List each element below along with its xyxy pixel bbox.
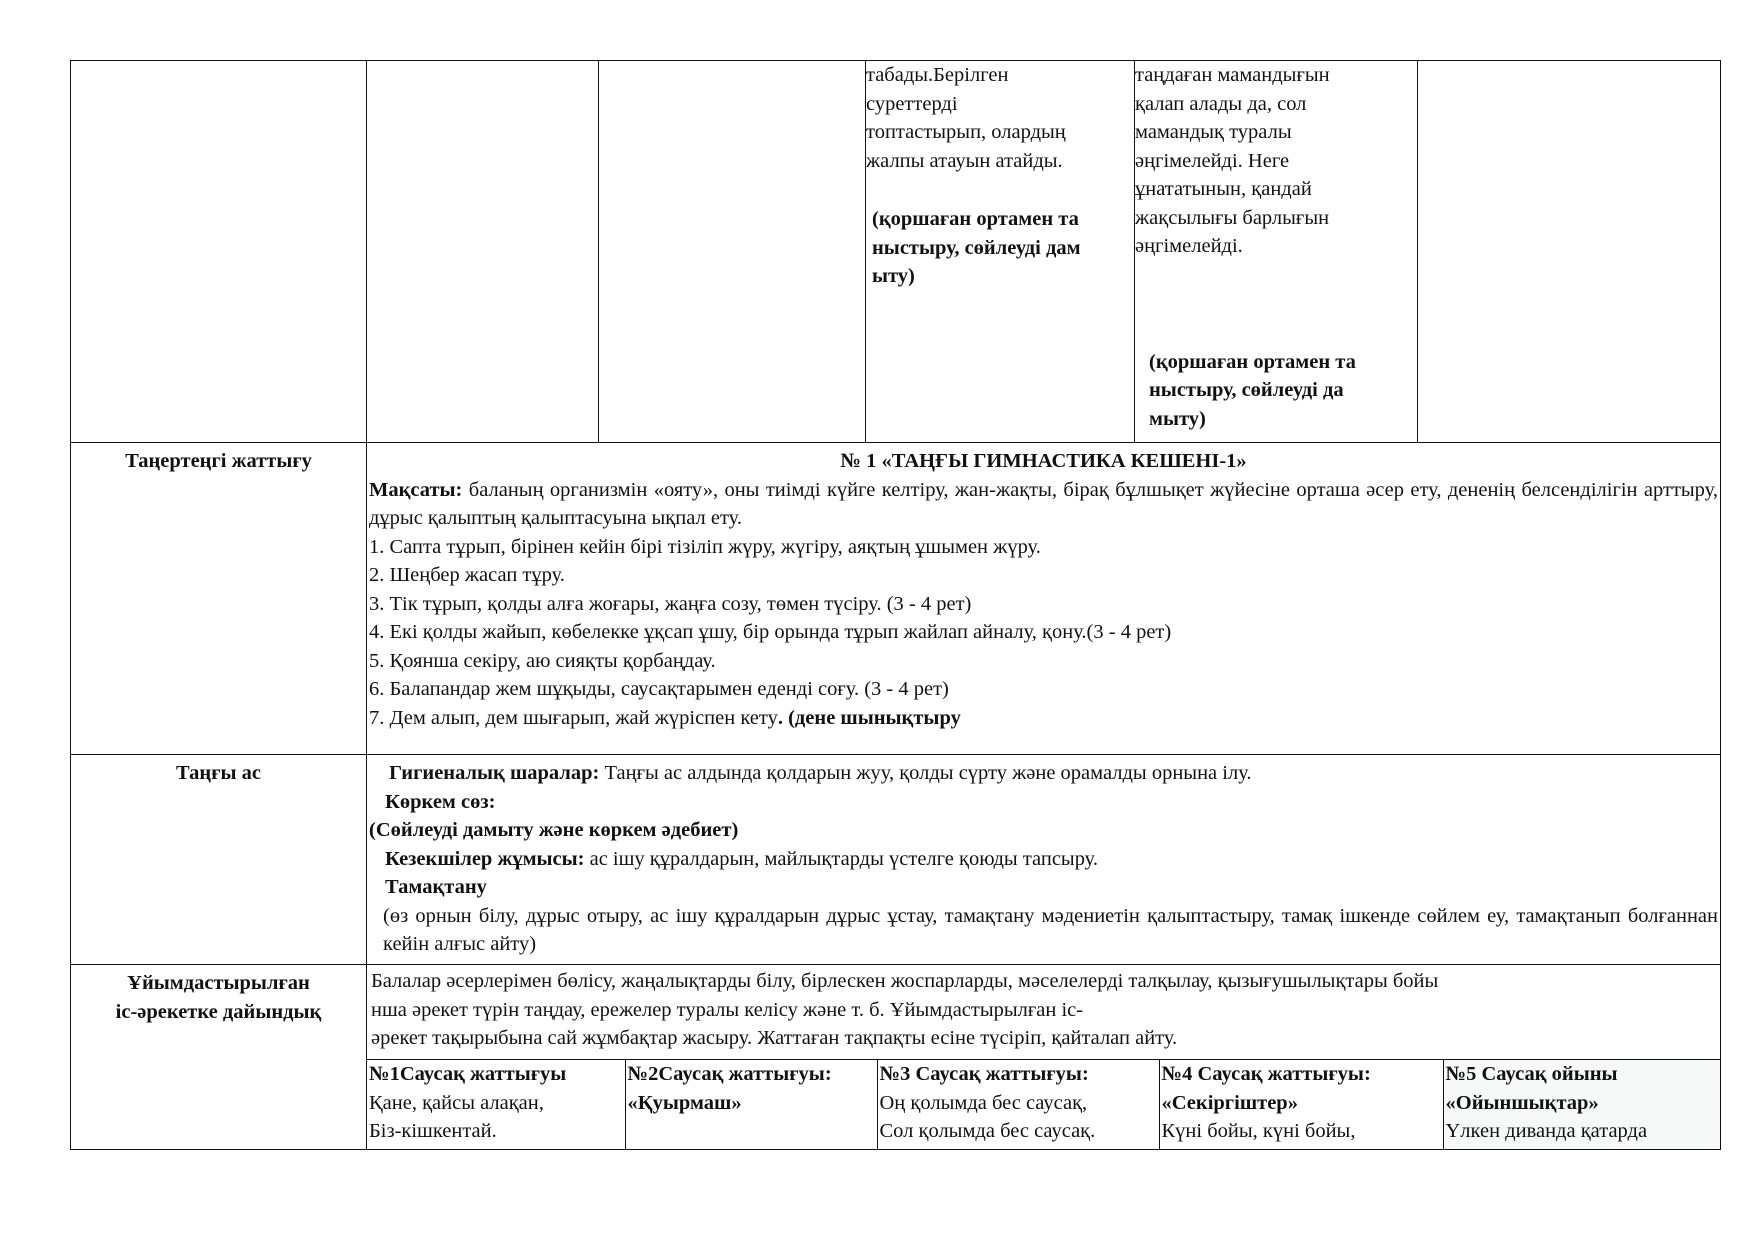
finger-game-text: Оң қолымда бес саусақ, Сол қолымда бес саусақ. xyxy=(879,1091,1096,1142)
top-activity-cell-4 xyxy=(866,61,1135,443)
exercise-item: 6. Балапандар жем шұқыды, саусақтарымен еденді соғу. (3 - 4 рет) xyxy=(369,678,949,700)
activity-text: табады.Берілген суреттерді топтастырып, олардың жалпы атауын атайды. xyxy=(866,64,1066,172)
finger-game-text: Күні бойы, күні бойы, xyxy=(1161,1120,1356,1142)
exercise-item xyxy=(369,704,1718,733)
finger-game-title: №4 Саусақ жаттығуы: «Секіргіштер» xyxy=(1161,1063,1371,1114)
art-subject-note: (Сөйлеуді дамыту және көркем әдебиет) xyxy=(369,819,739,841)
finger-game-text: Үлкен диванда қатарда xyxy=(1445,1120,1648,1142)
exercise-item: 5. Қоянша секіру, аю сияқты қорбаңдау. xyxy=(369,649,716,672)
finger-game-title: №2Саусақ жаттығуы: «Қуырмаш» xyxy=(627,1063,832,1114)
top-activity-cell-5 xyxy=(1135,61,1418,443)
top-empty-cell-3 xyxy=(599,61,866,443)
row-label: Ұйымдастырылған іс-әрекетке дайындық xyxy=(71,965,367,1150)
finger-game-title: №3 Саусақ жаттығуы: xyxy=(879,1063,1089,1085)
finger-game-text: Қане, қайсы алақан, Біз-кішкентай. xyxy=(369,1091,544,1142)
row-label: Таңертеңгі жаттығу xyxy=(71,443,367,755)
top-row-table xyxy=(70,60,1721,443)
duty-label: Кезекшілер жұмысы: xyxy=(385,847,585,870)
goal-label: Мақсаты: xyxy=(369,478,463,501)
breakfast-row xyxy=(71,755,1721,965)
finger-game-title: №5 Саусақ ойыны «Ойыншықтар» xyxy=(1445,1063,1618,1114)
row-label: Таңғы ас xyxy=(71,755,367,965)
exercise-item: 2. Шеңбер жасап тұру. xyxy=(369,564,565,586)
exercise-item: 1. Сапта тұрып, бірінен кейін бірі тізіліп жүру, жүгіру, аяқтың ұшымен жүру. xyxy=(369,535,1041,558)
goal-text: баланың организмін «ояту», оны тиімді күйге келтіру, жан-жақты, бірақ бұлшықет жүйесіне орташа әсер ету, дененің белсенділігін арттыру, дұрыс қалыптың қалыптасуына ықпал ету. xyxy=(369,478,1718,529)
finger-games-cell xyxy=(367,1060,1721,1150)
exercise-item: 4. Екі қолды жайып, көбелекке ұқсап ұшу, бір орында тұрып жайлап айналу, қону.(3 - 4 рет) xyxy=(369,621,1172,643)
preparation-text: Балалар әсерлерімен бөлісу, жаңалықтарды білу, бірлескен жоспарларды, мәселелерді талқылау, қызығушылықтары бойы нша әрекет түрін таңдау, ережелер туралы келісу және т. б. Ұйымдастырылған іс- әрекет тақырыбына сай жұмбақтар жасыру. Жаттаған тақпақты есіне түсіріп, қайталап айту. xyxy=(367,965,1721,1060)
morning-exercise-content xyxy=(367,443,1721,755)
top-empty-cell-1 xyxy=(71,61,367,443)
eating-text: (өз орнын білу, дұрыс отыру, ас ішу құралдарын дұрыс ұстау, тамақтану мәдениетін қалыптастыру, тамақ ішкенде сөйлем еу, тамақтанып болғаннан кейін алғыс айту) xyxy=(383,904,1718,955)
hygiene-line xyxy=(369,759,1718,788)
finger-game-title: №1Саусақ жаттығуы xyxy=(369,1063,567,1085)
finger-game-5 xyxy=(1443,1060,1721,1149)
schedule-table xyxy=(70,442,1721,1150)
art-word-label: Көркем сөз: xyxy=(385,790,496,813)
breakfast-content xyxy=(367,755,1721,965)
exercise-title: № 1 «ТАҢҒЫ ГИМНАСТИКА КЕШЕНІ-1» xyxy=(840,450,1247,472)
subject-note: . (дене шынықтыру xyxy=(777,706,961,729)
goal-paragraph xyxy=(369,476,1718,533)
morning-exercise-row xyxy=(71,443,1721,755)
exercise-item-text: 7. Дем алып, дем шығарып, жай жүріспен кету xyxy=(369,706,778,729)
finger-games-table xyxy=(367,1060,1721,1149)
eating-label: Тамақтану xyxy=(385,876,487,898)
activity-text: таңдаған мамандығын қалап алады да, сол мамандық туралы әңгімелейді. Неге ұнататынын, қандай жақсылығы барлығын әңгімелейді. xyxy=(1135,64,1330,257)
hygiene-text: Таңғы ас алдында қолдарын жуу, қолды сүрту және орамалды орнына ілу. xyxy=(599,762,1252,784)
subject-note: (қоршаған ортамен та ныстыру, сөйлеуді да мыту) xyxy=(1149,350,1356,430)
hygiene-label: Гигиеналық шаралар: xyxy=(389,762,600,784)
preparation-row xyxy=(71,965,1721,1060)
duty-text: ас ішу құралдарын, майлықтарды үстелге қоюды тапсыру. xyxy=(584,847,1099,870)
subject-note: (қоршаған ортамен та ныстыру, сөйлеуді дам ыту) xyxy=(872,208,1081,287)
top-empty-cell-2 xyxy=(367,61,599,443)
top-empty-cell-6 xyxy=(1418,61,1721,443)
duty-line xyxy=(369,845,1718,874)
finger-game-3 xyxy=(877,1060,1159,1149)
finger-game-2 xyxy=(625,1060,877,1149)
exercise-item: 3. Тік тұрып, қолды алға жоғары, жаңға созу, төмен түсіру. (3 - 4 рет) xyxy=(369,592,972,615)
finger-game-4 xyxy=(1159,1060,1443,1149)
finger-game-1 xyxy=(367,1060,625,1149)
